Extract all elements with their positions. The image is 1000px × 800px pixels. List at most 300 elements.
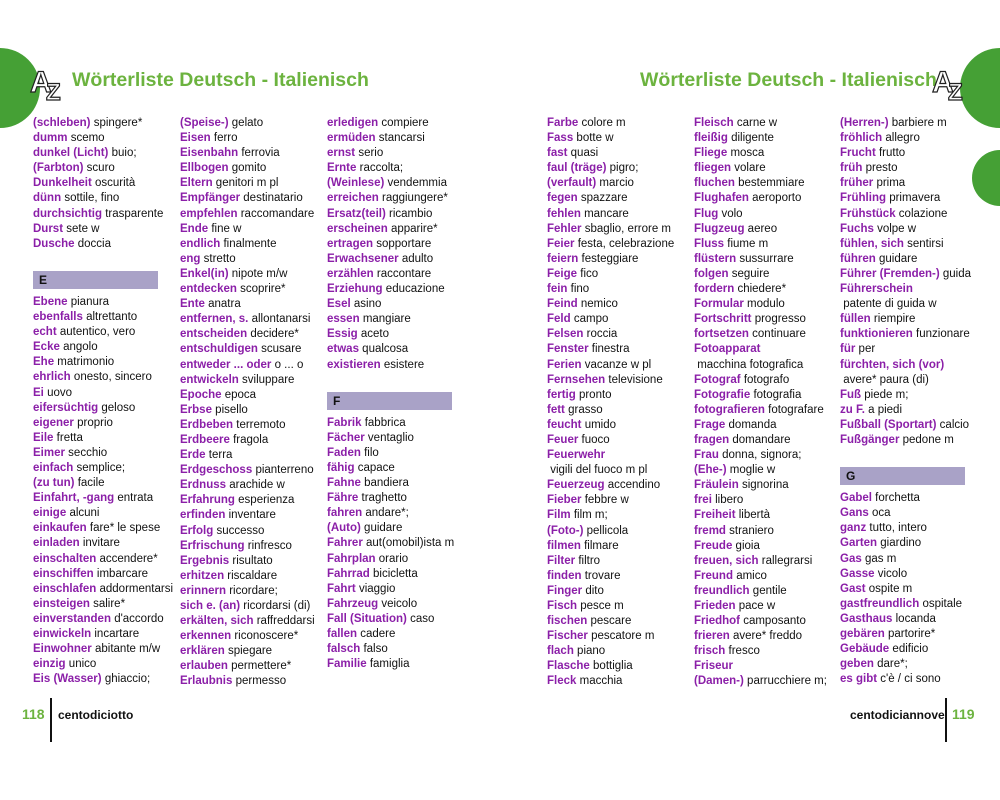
- dictionary-entry: [547, 493, 697, 508]
- translation: semplice;: [76, 461, 126, 474]
- headword: fertig: [547, 388, 576, 401]
- dictionary-entry: [180, 237, 330, 252]
- translation: filmare: [584, 539, 619, 552]
- dictionary-entry: [180, 659, 330, 674]
- dictionary-entry: [180, 222, 330, 237]
- translation: piano: [577, 645, 606, 658]
- translation: riconoscere*: [234, 630, 299, 643]
- translation: aereo: [747, 222, 778, 235]
- dictionary-entry: [547, 146, 697, 161]
- translation: domandare: [732, 433, 791, 446]
- dictionary-entry: [840, 116, 990, 131]
- page-title-left: Wörterliste Deutsch - Italienisch: [72, 69, 369, 91]
- dictionary-entry: [840, 433, 990, 448]
- headword: fleißig: [694, 132, 728, 145]
- headword: Frühstück: [840, 207, 896, 220]
- translation: filtro: [578, 554, 601, 567]
- headword: Führer (Fremden-): [840, 267, 940, 280]
- dictionary-entry: [547, 388, 697, 403]
- translation: arachide w: [229, 479, 285, 492]
- dictionary-entry: [33, 295, 183, 310]
- headword: Erdnuss: [180, 479, 227, 492]
- headword: feucht: [547, 418, 582, 431]
- dictionary-entry: [547, 569, 697, 584]
- headword: Ehe: [33, 356, 55, 369]
- dictionary-entry: [327, 237, 477, 252]
- dictionary-entry: [33, 597, 183, 612]
- dictionary-entry: [840, 657, 990, 672]
- translation: oscurità: [95, 177, 136, 190]
- dictionary-entry: [327, 582, 477, 597]
- dictionary-entry: [547, 674, 697, 689]
- dictionary-entry: [840, 672, 990, 687]
- headword: fast: [547, 147, 568, 160]
- dictionary-entry: [33, 431, 183, 446]
- headword: zu F.: [840, 403, 865, 416]
- headword: füllen: [840, 313, 871, 326]
- translation: riempire: [873, 313, 916, 326]
- dictionary-entry: [547, 267, 697, 282]
- svg-text:A: A: [932, 66, 954, 99]
- headword: einige: [33, 507, 67, 520]
- translation: patente di guida w: [843, 298, 937, 311]
- translation: macchina fotografica: [697, 358, 804, 371]
- translation: accendino: [607, 479, 661, 492]
- headword: ganz: [840, 522, 867, 535]
- headword: Fräulein: [694, 479, 739, 492]
- translation: bestemmiare: [738, 177, 805, 190]
- translation: traghetto: [361, 492, 407, 505]
- translation: autentico, vero: [59, 326, 136, 339]
- dictionary-entry: [327, 252, 477, 267]
- dictionary-entry: [547, 373, 697, 388]
- headword: fluchen: [694, 177, 735, 190]
- page-title-right: Wörterliste Deutsch - Italienisch: [640, 69, 937, 91]
- translation: volare: [734, 162, 766, 175]
- headword: Farbe: [547, 117, 579, 129]
- dictionary-entry: [180, 388, 330, 403]
- dictionary-entry: [694, 252, 844, 267]
- translation: compiere: [381, 117, 429, 129]
- dictionary-entry: [840, 237, 990, 252]
- headword: fegen: [547, 192, 578, 205]
- translation: pesce m: [580, 600, 624, 612]
- headword: Feige: [547, 267, 578, 280]
- translation: modulo: [747, 298, 785, 311]
- dictionary-entry: [33, 612, 183, 627]
- translation: bottiglia: [593, 660, 633, 673]
- headword: für: [840, 343, 856, 356]
- headword: ehrlich: [33, 371, 71, 384]
- translation: serio: [358, 147, 384, 160]
- headword: entweder ... oder: [180, 358, 272, 371]
- translation: forchetta: [875, 492, 920, 505]
- dictionary-entry: [694, 176, 844, 191]
- headword: Eisen: [180, 132, 211, 145]
- dictionary-entry: [547, 358, 697, 373]
- translation: grasso: [568, 403, 603, 416]
- headword: Ferien: [547, 358, 582, 371]
- translation: gelato: [231, 117, 264, 129]
- dictionary-entry: [33, 536, 183, 551]
- dictionary-entry: [694, 614, 844, 629]
- translation: frutto: [878, 147, 906, 160]
- translation: anatra: [208, 298, 241, 311]
- headword: Gabel: [840, 492, 872, 505]
- spacer: [327, 373, 477, 388]
- headword: Erdgeschoss: [180, 464, 253, 477]
- headword: Gasse: [840, 567, 875, 580]
- headword: frisch: [694, 645, 726, 658]
- headword: feiern: [547, 252, 579, 265]
- headword: fett: [547, 403, 565, 416]
- dictionary-entry: [33, 237, 183, 252]
- translation: terra: [208, 449, 233, 462]
- dictionary-entry: [547, 207, 697, 222]
- headword: Fahrt: [327, 582, 356, 595]
- translation: umido: [584, 418, 617, 431]
- word-column: [840, 116, 990, 687]
- headword: Gans: [840, 507, 869, 520]
- dictionary-entry: [327, 491, 477, 506]
- dictionary-entry: [547, 297, 697, 312]
- headword: Erlaubnis: [180, 675, 233, 688]
- word-column: [547, 116, 697, 690]
- dictionary-entry: [180, 478, 330, 493]
- translation: guidare: [878, 252, 918, 265]
- dictionary-entry: [547, 659, 697, 674]
- headword: erkennen: [180, 630, 232, 643]
- translation: progresso: [754, 313, 806, 326]
- dictionary-entry: [840, 342, 990, 357]
- dictionary-entry: [694, 161, 844, 176]
- footer-divider-right: [945, 698, 947, 742]
- headword: entfernen, s.: [180, 313, 249, 326]
- translation: permettere*: [231, 660, 292, 673]
- headword: fliegen: [694, 162, 732, 175]
- headword: frieren: [694, 630, 730, 643]
- translation: parrucchiere m;: [747, 675, 827, 688]
- dictionary-entry: [547, 644, 697, 659]
- translation: chiedere*: [737, 283, 787, 296]
- headword: Ellbogen: [180, 162, 229, 175]
- dictionary-entry: [180, 161, 330, 176]
- headword: einkaufen: [33, 522, 87, 535]
- translation: orario: [378, 552, 409, 565]
- dictionary-entry: [180, 252, 330, 267]
- translation: nemico: [580, 298, 618, 311]
- headword: (schleben): [33, 117, 91, 129]
- translation: gioia: [735, 539, 760, 552]
- dictionary-entry: [33, 176, 183, 191]
- translation: fretta: [56, 431, 83, 444]
- translation: aceto: [360, 328, 390, 341]
- headword: Epoche: [180, 388, 222, 401]
- dictionary-entry: [33, 131, 183, 146]
- translation: fotografia: [753, 388, 802, 401]
- headword: (Weinlese): [327, 177, 385, 190]
- translation: a piedi: [868, 403, 903, 416]
- headword: existieren: [327, 358, 381, 371]
- dictionary-entry: [33, 642, 183, 657]
- headword: Essig: [327, 328, 358, 341]
- headword: fahren: [327, 507, 363, 520]
- headword: Freund: [694, 569, 733, 582]
- translation: filo: [364, 446, 379, 459]
- translation: fine w: [211, 222, 242, 235]
- headword: Erfolg: [180, 524, 214, 537]
- headword: Fortschritt: [694, 313, 752, 326]
- dictionary-entry: [180, 614, 330, 629]
- headword: Ebene: [33, 295, 68, 308]
- headword: Friedhof: [694, 615, 740, 628]
- headword: Frau: [694, 449, 719, 462]
- dictionary-entry: [694, 569, 844, 584]
- translation: raccontare: [376, 267, 432, 280]
- dictionary-entry: [547, 131, 697, 146]
- headword: erklären: [180, 645, 225, 658]
- translation: trasparente: [105, 207, 164, 220]
- translation: pellicola: [586, 524, 629, 537]
- translation: allontanarsi: [251, 313, 311, 326]
- word-column: [694, 116, 844, 690]
- translation: sentirsi: [907, 237, 944, 250]
- dictionary-entry: [180, 524, 330, 539]
- dictionary-entry: [694, 478, 844, 493]
- translation: edificio: [892, 643, 929, 656]
- dictionary-entry: [33, 416, 183, 431]
- headword: Felsen: [547, 328, 584, 341]
- headword: Feier: [547, 237, 575, 250]
- dictionary-entry: [327, 627, 477, 642]
- headword: es gibt: [840, 673, 878, 686]
- dictionary-entry: [840, 552, 990, 567]
- translation: marcio: [599, 177, 634, 190]
- headword: Fischer: [547, 630, 588, 643]
- headword: fordern: [694, 283, 735, 296]
- headword: (Speise-): [180, 117, 229, 129]
- translation: libero: [715, 494, 744, 507]
- svg-text:Z: Z: [46, 79, 61, 102]
- dictionary-entry: [694, 524, 844, 539]
- dictionary-entry: [547, 463, 697, 478]
- headword: dünn: [33, 192, 62, 205]
- headword: Fähre: [327, 492, 359, 505]
- dictionary-entry: [547, 539, 697, 554]
- translation: fico: [580, 267, 599, 280]
- translation: carne w: [736, 117, 778, 129]
- dictionary-entry: [547, 433, 697, 448]
- page-number-left: 118: [22, 706, 45, 722]
- translation: sottile, fino: [64, 192, 120, 205]
- dictionary-entry: [694, 629, 844, 644]
- translation: barbiere m: [891, 117, 947, 129]
- headword: Fahne: [327, 477, 361, 490]
- translation: d'accordo: [114, 612, 164, 625]
- headword: (Ehe-): [694, 464, 727, 477]
- dictionary-entry: [840, 403, 990, 418]
- headword: ermüden: [327, 132, 376, 145]
- dictionary-entry: [327, 312, 477, 327]
- dictionary-entry: [840, 597, 990, 612]
- translation: dito: [585, 584, 604, 597]
- dictionary-entry: [327, 536, 477, 551]
- dictionary-entry: [180, 433, 330, 448]
- translation: inventare: [228, 509, 276, 522]
- headword: Fleisch: [694, 117, 734, 129]
- headword: früh: [840, 162, 863, 175]
- headword: entscheiden: [180, 328, 248, 341]
- translation: raccomandare: [240, 207, 315, 220]
- translation: partorire*: [887, 628, 936, 640]
- headword: einzig: [33, 658, 66, 671]
- dictionary-entry: [33, 446, 183, 461]
- headword: Einfahrt, -gang: [33, 492, 115, 505]
- translation: accendere*: [99, 552, 158, 565]
- translation: volpe w: [877, 222, 917, 235]
- translation: scemo: [70, 132, 105, 145]
- translation: riscaldare: [227, 569, 278, 582]
- headword: ebenfalls: [33, 311, 83, 324]
- headword: Ernte: [327, 162, 357, 175]
- headword: Gasthaus: [840, 612, 893, 625]
- dictionary-entry: [180, 674, 330, 689]
- translation: pescatore m: [591, 630, 655, 643]
- headword: fähig: [327, 461, 355, 474]
- headword: (zu tun): [33, 477, 75, 490]
- translation: vacanze w pl: [584, 358, 652, 371]
- translation: capace: [357, 461, 395, 474]
- translation: risultato: [232, 554, 273, 567]
- headword: erhitzen: [180, 569, 225, 582]
- headword: Erwachsener: [327, 252, 399, 265]
- headword: Film: [547, 509, 571, 522]
- translation: seguire: [731, 267, 770, 280]
- translation: vendemmia: [387, 177, 447, 190]
- translation: roccia: [586, 328, 618, 341]
- headword: entwickeln: [180, 373, 239, 386]
- dictionary-entry: [180, 116, 330, 131]
- headword: Friseur: [694, 660, 733, 673]
- translation: spazzare: [580, 192, 628, 205]
- dictionary-entry: [33, 401, 183, 416]
- headword: Formular: [694, 298, 744, 311]
- headword: freuen, sich: [694, 554, 759, 567]
- dictionary-entry: [327, 642, 477, 657]
- translation: falso: [363, 643, 388, 656]
- headword: erledigen: [327, 117, 379, 129]
- dictionary-entry: [180, 358, 330, 373]
- headword: Durst: [33, 222, 64, 235]
- translation: scoprire*: [240, 283, 286, 296]
- dictionary-entry: [180, 297, 330, 312]
- translation: primavera: [889, 192, 941, 205]
- dictionary-entry: [694, 131, 844, 146]
- translation: sbaglio, errore m: [584, 222, 672, 235]
- translation: finalmente: [223, 237, 277, 250]
- translation: o ... o: [274, 358, 304, 371]
- translation: esperienza: [238, 494, 295, 507]
- dictionary-entry: [694, 282, 844, 297]
- dictionary-entry: [694, 554, 844, 569]
- translation: destinatario: [243, 192, 303, 205]
- headword: einverstanden: [33, 612, 111, 625]
- translation: proprio: [77, 416, 113, 429]
- translation: permesso: [235, 675, 287, 688]
- headword: erscheinen: [327, 222, 388, 235]
- dictionary-entry: [840, 388, 990, 403]
- dictionary-entry: [327, 327, 477, 342]
- headword: entschuldigen: [180, 343, 258, 356]
- translation: caso: [410, 612, 435, 625]
- dictionary-entry: [180, 584, 330, 599]
- headword: einschalten: [33, 552, 97, 565]
- dictionary-entry: [33, 582, 183, 597]
- translation: gomito: [231, 162, 267, 175]
- headword: funktionieren: [840, 328, 913, 341]
- dictionary-entry: [33, 340, 183, 355]
- translation: ospitale: [922, 597, 963, 610]
- translation: domanda: [728, 418, 777, 431]
- translation: presto: [865, 162, 898, 175]
- headword: Eimer: [33, 446, 65, 459]
- headword: Fehler: [547, 222, 582, 235]
- headword: einladen: [33, 537, 80, 550]
- dictionary-entry: [180, 463, 330, 478]
- headword: Erdbeben: [180, 418, 234, 431]
- dictionary-entry: [547, 478, 697, 493]
- translation: vigili del fuoco m pl: [550, 464, 648, 477]
- dictionary-entry: [694, 418, 844, 433]
- spacer: [33, 252, 183, 267]
- translation: colore m: [581, 117, 626, 129]
- headword: Ersatz(teil): [327, 207, 386, 220]
- dictionary-entry: [180, 554, 330, 569]
- translation: avere* freddo: [733, 630, 803, 643]
- headword: Flughafen: [694, 192, 749, 205]
- headword: erkälten, sich: [180, 615, 254, 628]
- dictionary-entry: [840, 358, 990, 373]
- headword: Fluss: [694, 237, 725, 250]
- translation: mangiare: [362, 313, 411, 326]
- translation: mancare: [584, 207, 629, 220]
- translation: rinfresco: [247, 539, 292, 552]
- headword: Feuer: [547, 433, 579, 446]
- dictionary-entry: [327, 116, 477, 131]
- page-number-word-right: centodiciannove: [850, 708, 945, 722]
- headword: durchsichtig: [33, 207, 103, 220]
- dictionary-entry: [327, 131, 477, 146]
- translation: guidare: [364, 522, 403, 535]
- dictionary-entry: [694, 297, 844, 312]
- headword: Fuchs: [840, 222, 874, 235]
- dictionary-entry: [33, 386, 183, 401]
- dictionary-entry: [180, 131, 330, 146]
- translation: altrettanto: [86, 311, 138, 324]
- dictionary-entry: [547, 327, 697, 342]
- translation: pescare: [590, 615, 632, 628]
- translation: esistere: [383, 358, 425, 371]
- headword: Fieber: [547, 494, 582, 507]
- dictionary-entry: [180, 267, 330, 282]
- translation: piede m;: [864, 388, 909, 401]
- headword: Frühling: [840, 192, 886, 205]
- translation: quasi: [570, 147, 599, 160]
- headword: Fahrplan: [327, 552, 376, 565]
- dictionary-entry: [547, 614, 697, 629]
- dictionary-entry: [327, 552, 477, 567]
- headword: einschiffen: [33, 567, 94, 580]
